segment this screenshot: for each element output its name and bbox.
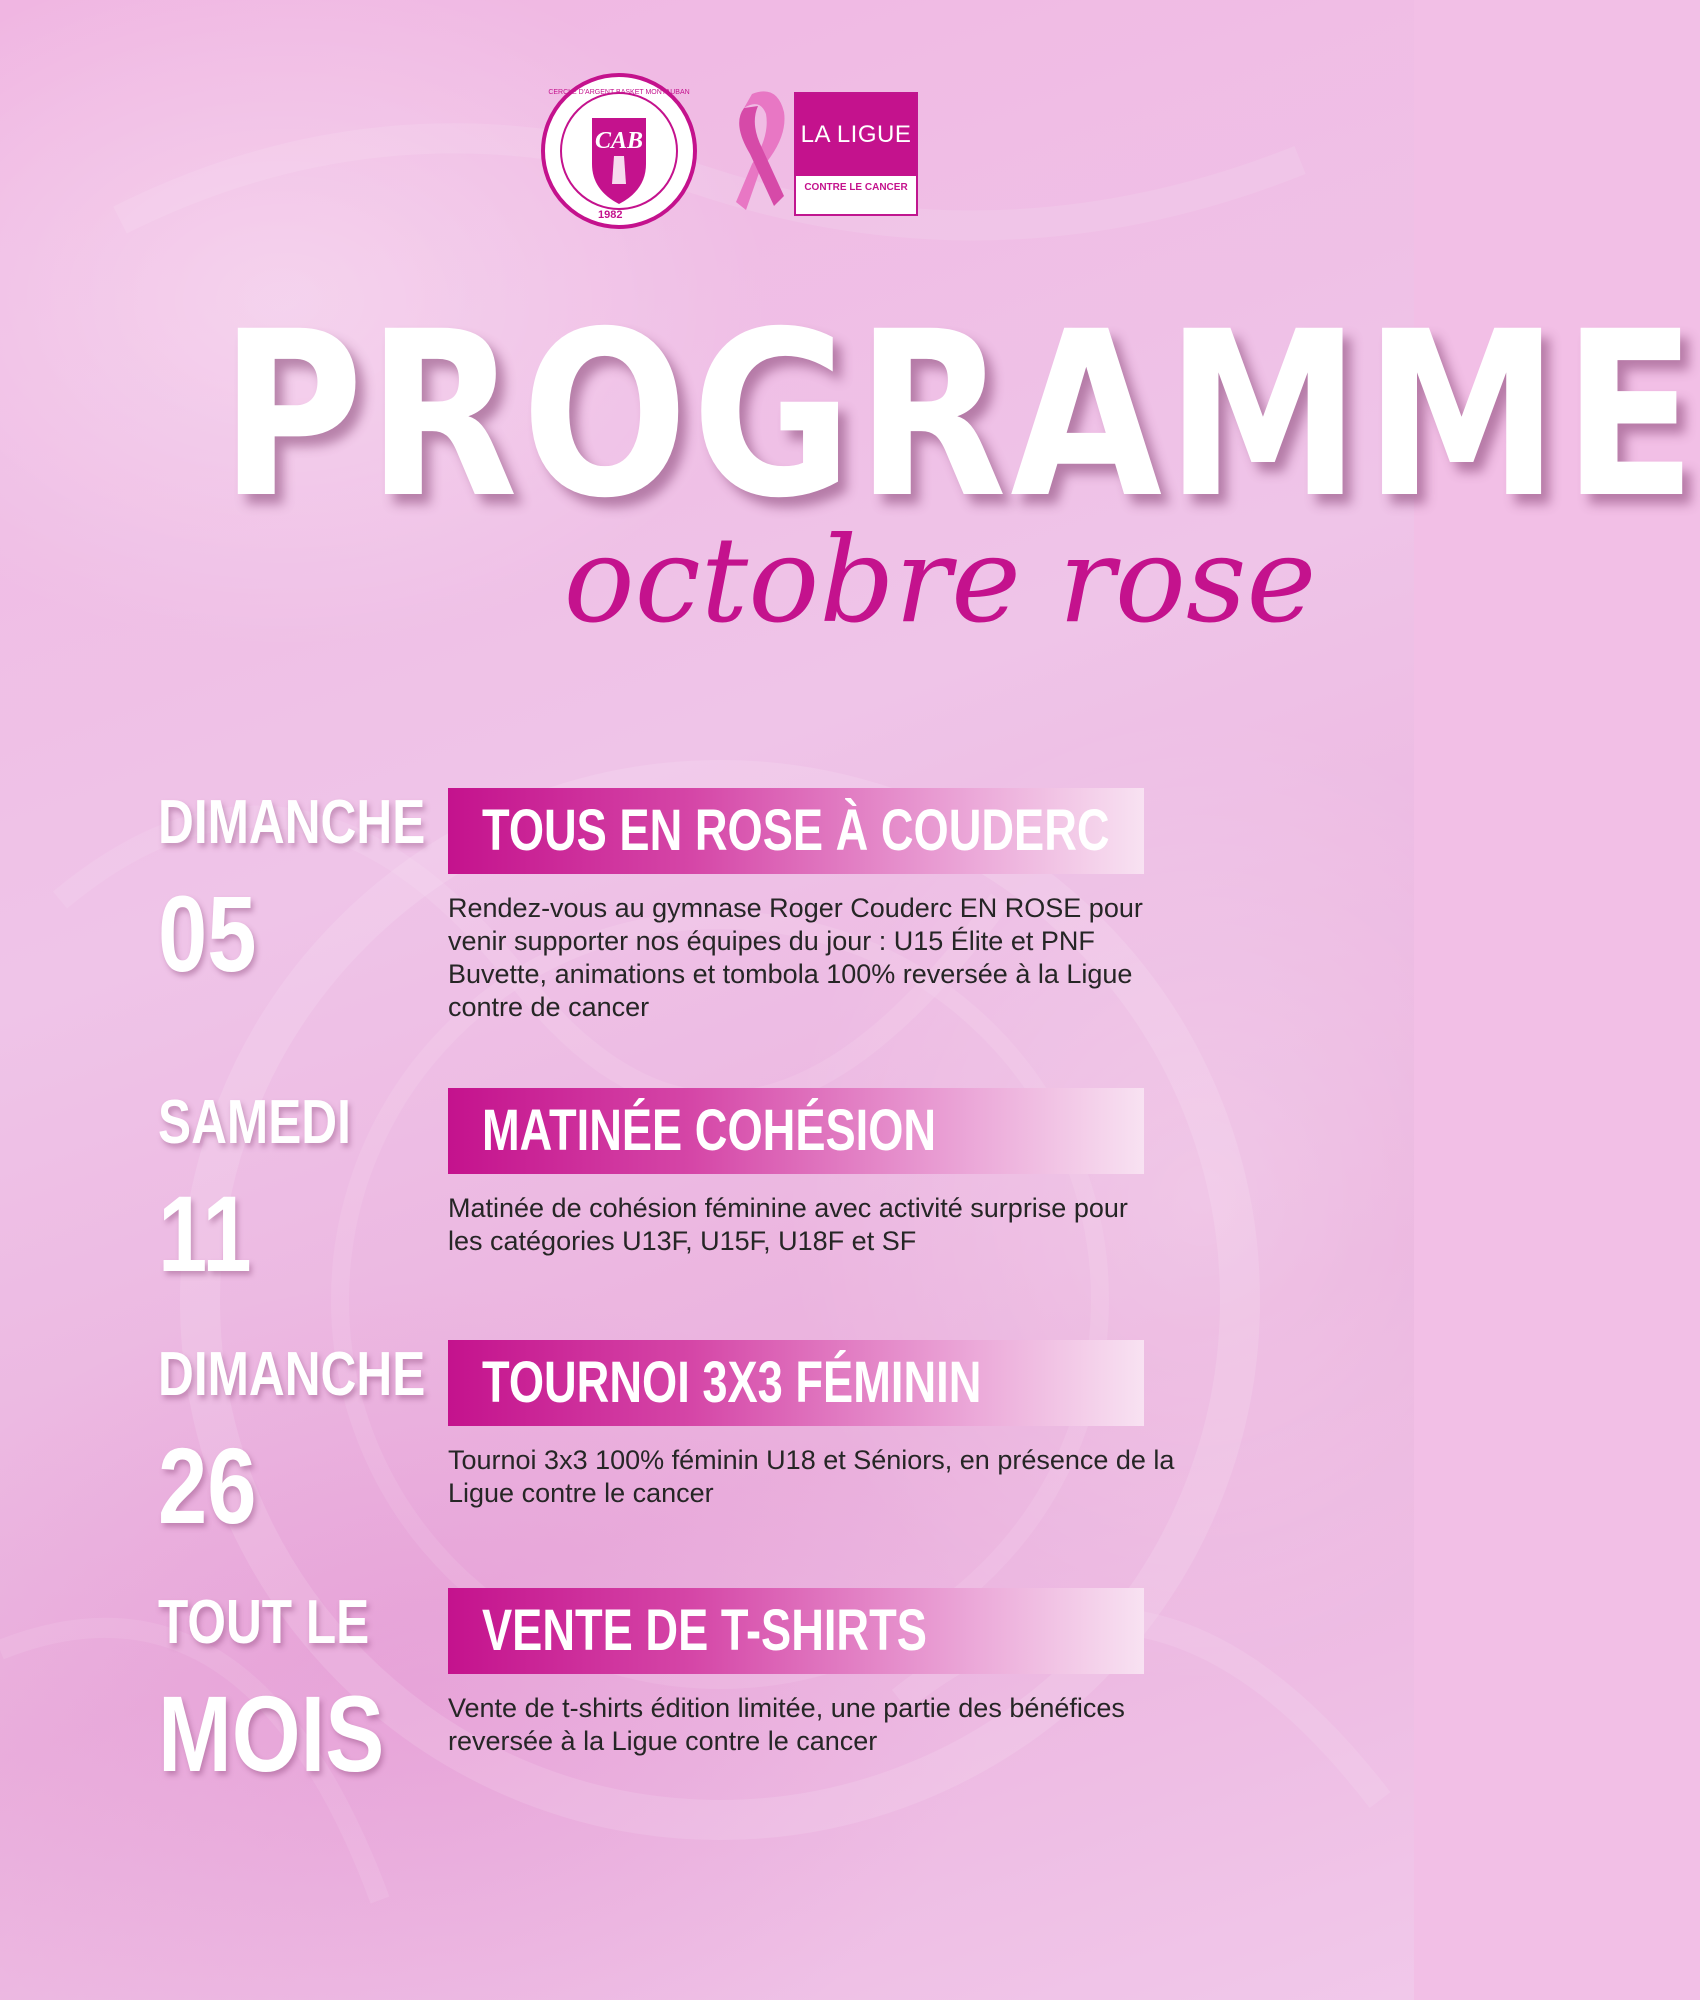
day-name: DIMANCHE: [158, 788, 426, 857]
day-name: DIMANCHE: [158, 1340, 426, 1409]
day-name: TOUT LE: [158, 1588, 370, 1657]
description-line: reversée à la Ligue contre le cancer: [448, 1726, 878, 1756]
description-line: Buvette, animations et tombola 100% reversée à la Ligue: [448, 959, 1133, 989]
event-description: [448, 1692, 1268, 1758]
description-line: Matinée de cohésion féminine avec activité surprise pour: [448, 1193, 1128, 1223]
description-line: les catégories U13F, U15F, U18F et SF: [448, 1226, 917, 1256]
club-year: 1982: [598, 209, 623, 221]
event-description: [448, 1192, 1268, 1258]
ligue-logo: [722, 84, 920, 218]
club-ring-text: CERCLE D'ARGENT BASKET MONTAUBAN: [548, 89, 690, 96]
event-title: VENTE DE T-SHIRTS: [482, 1598, 927, 1663]
day-number: 26: [158, 1425, 257, 1546]
day-number: 05: [158, 873, 257, 994]
event-title: MATINÉE COHÉSION: [482, 1098, 937, 1163]
description-line: venir supporter nos équipes du jour : U15 Élite et PNF: [448, 926, 1095, 956]
page-title: PROGRAMME: [219, 282, 1700, 548]
ligue-badge: [794, 92, 918, 216]
day-name: SAMEDI: [158, 1088, 351, 1157]
club-logo: [540, 72, 698, 230]
description-line: Rendez-vous au gymnase Roger Couderc EN ROSE pour: [448, 893, 1143, 923]
event-title-banner: [448, 1340, 1144, 1426]
club-monogram: CAB: [594, 128, 644, 154]
description-line: Ligue contre le cancer: [448, 1478, 714, 1508]
event-title-banner: [448, 1088, 1144, 1174]
page-subtitle: octobre rose: [563, 511, 1317, 649]
event-title-banner: [448, 788, 1144, 874]
ligue-tagline: CONTRE LE CANCER: [804, 182, 908, 193]
pink-ribbon-icon: [722, 84, 802, 218]
event-description: [448, 1444, 1268, 1510]
day-number: 11: [158, 1173, 252, 1294]
event-title: TOUS EN ROSE À COUDERC: [482, 798, 1110, 863]
ligue-name: LA LIGUE: [796, 94, 916, 176]
event-title-banner: [448, 1588, 1144, 1674]
description-line: Vente de t-shirts édition limitée, une partie des bénéfices: [448, 1693, 1125, 1723]
day-number: MOIS: [158, 1673, 385, 1794]
event-description: [448, 892, 1268, 1024]
description-line: Tournoi 3x3 100% féminin U18 et Séniors, en présence de la: [448, 1445, 1175, 1475]
description-line: contre de cancer: [448, 992, 650, 1022]
event-title: TOURNOI 3X3 FÉMININ: [482, 1350, 982, 1415]
